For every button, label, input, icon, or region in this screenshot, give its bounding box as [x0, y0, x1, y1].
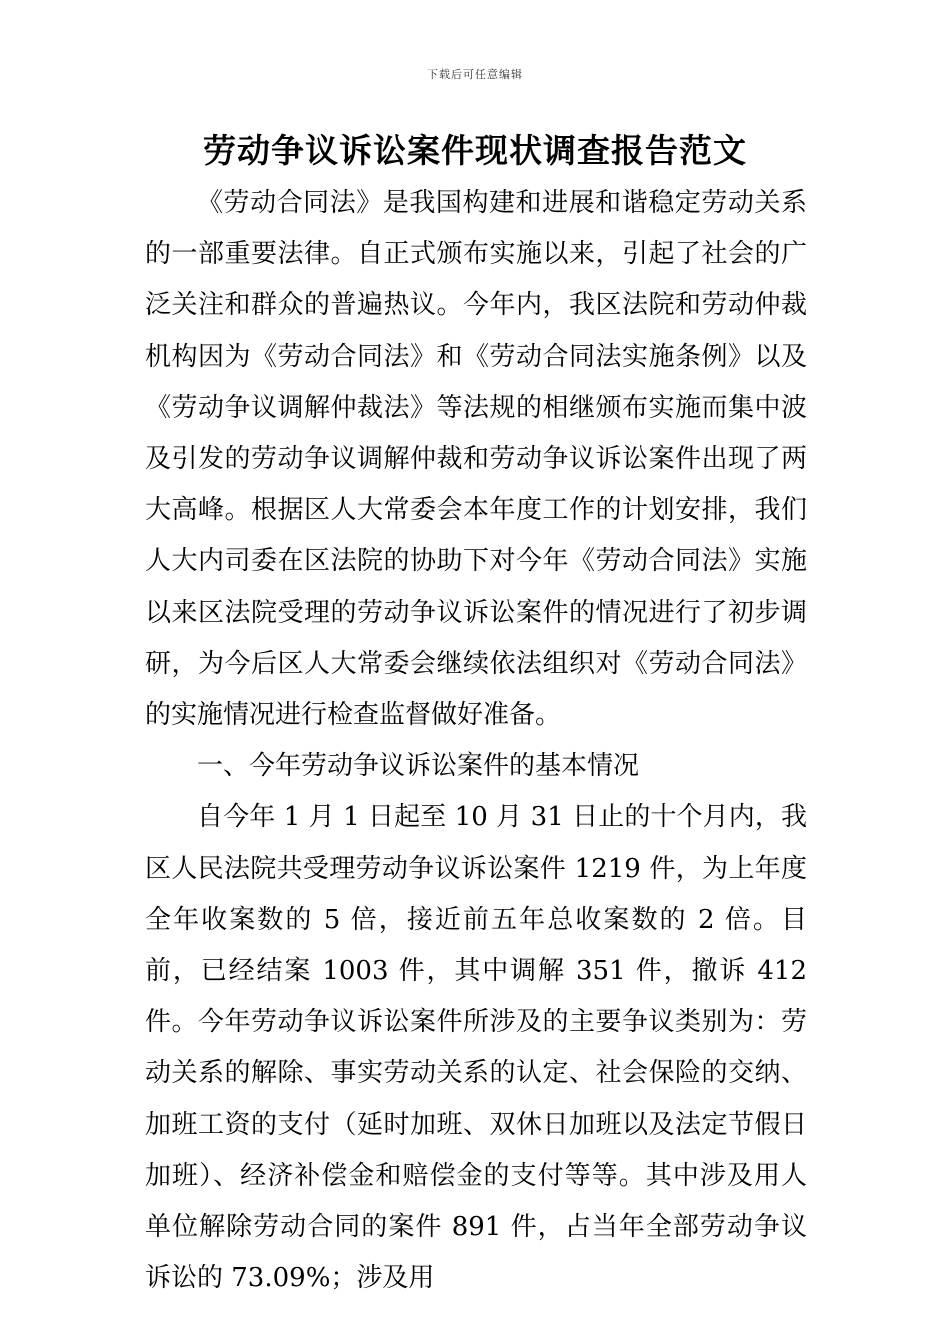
document-body [145, 178, 807, 1304]
header-note: 下载后可任意编辑 [427, 68, 523, 81]
paragraph-basic-situation: 自今年 1 月 1 日起至 10 月 31 日止的十个月内，我区人民法院共受理劳动争议诉讼案件 1219 件，为上年度全年收案数的 5 倍，接近前五年总收案数的 2 倍。目前，已经结案 1003 件，其中调解 351 件，撤诉 412 件。今年劳动争议诉讼案件所涉及的主要争议类别为：劳动关系的解除、事实劳动关系的认定、社会保险的交纳、加班工资的支付（延时加班、双休日加班以及法定节假日加班）、经济补偿金和赔偿金的支付等等。其中涉及用人单位解除劳动合同的案件 891 件，占当年全部劳动争议诉讼的 73.09%；涉及用 [145, 802, 807, 1294]
paragraph-intro: 《劳动合同法》是我国构建和进展和谐稳定劳动关系的一部重要法律。自正式颁布实施以来，引起了社会的广泛关注和群众的普遍热议。今年内，我区法院和劳动仲裁机构因为《劳动合同法》和《劳动合同法实施条例》以及《劳动争议调解仲裁法》等法规的相继颁布实施而集中波及引发的劳动争议调解仲裁和劳动争议诉讼案件出现了两大高峰。根据区人大常委会本年度工作的计划安排，我们人大内司委在区法院的协助下对今年《劳动合同法》实施以来区法院受理的劳动争议诉讼案件的情况进行了初步调研，为今后区人大常委会继续依法组织对《劳动合同法》的实施情况进行检查监督做好准备。 [145, 188, 807, 731]
document-title: 劳动争议诉讼案件现状调查报告范文 [203, 131, 747, 170]
section-heading: 一、今年劳动争议诉讼案件的基本情况 [197, 751, 640, 782]
